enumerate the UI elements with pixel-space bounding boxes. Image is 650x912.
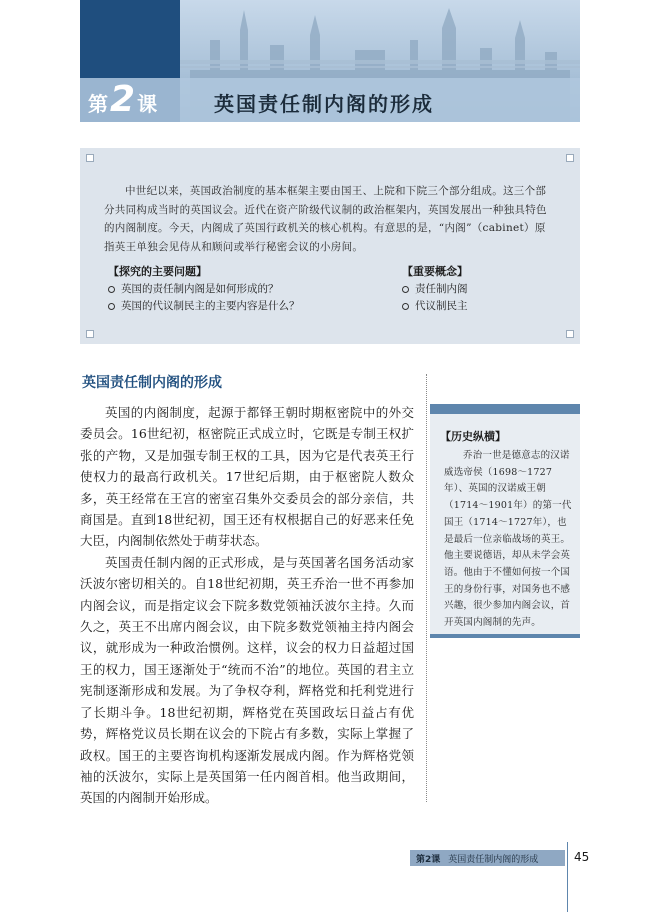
key-concepts xyxy=(402,263,552,315)
lesson-number xyxy=(88,80,157,120)
circle-bullet-icon xyxy=(108,303,115,310)
lesson-title: 英国责任制内阁的形成 xyxy=(214,92,434,116)
concept-text: 代议制民主 xyxy=(415,300,468,312)
page-number: 45 xyxy=(574,850,590,864)
intro-paragraph: 中世纪以来，英国政治制度的基本框架主要由国王、上院和下院三个部分组成。这三个部分共同构成当时的英国议会。近代在资产阶级代议制的政治框架内，英国发展出一种独具特色的内阁制度。今天，内阁成了英国行政机关的核心机构。有意思的是，“内阁”（cabinet）原指英王单独会见侍从和顾问或举行秘密会议的小房间。 xyxy=(104,185,547,253)
lesson-prefix: 第 xyxy=(88,92,108,116)
sidebar-heading: 【历史纵横】 xyxy=(440,430,506,443)
sidebar-bottom-bar xyxy=(430,634,580,638)
concept-item xyxy=(402,281,552,298)
sidebar-text: 乔治一世是德意志的汉诺威选帝侯（1698～1727年）、英国的汉诺威王朝（1714～1901年）的第一代国王（1714～1727年），也是最后一位亲临战场的英王。他主要说德语，却从未学会英语。他由于不懂如何按一个国王的身份行事，对国务也不感兴趣，很少参加内阁会议，首开英国内阁制的先声。 xyxy=(444,450,572,629)
circle-bullet-icon xyxy=(402,286,409,293)
concept-text: 责任制内阁 xyxy=(415,283,468,295)
footer-divider xyxy=(567,842,568,912)
corner-square-icon xyxy=(86,330,94,338)
column-divider xyxy=(426,374,427,802)
questions-heading: 【探究的主要问题】 xyxy=(108,265,207,278)
intro-box xyxy=(80,148,580,344)
corner-square-icon xyxy=(566,154,574,162)
question-text: 英国的代议制民主的主要内容是什么？ xyxy=(121,300,300,312)
lesson-suffix: 课 xyxy=(137,92,158,116)
section-heading: 英国责任制内阁的形成 xyxy=(82,375,222,391)
concepts-heading: 【重要概念】 xyxy=(402,265,468,278)
running-footer xyxy=(416,852,538,865)
question-item xyxy=(108,281,398,298)
footer-lesson-label: 第2课 xyxy=(416,855,441,865)
sidebar-top-bar xyxy=(430,404,580,414)
corner-square-icon xyxy=(86,154,94,162)
history-sidebar xyxy=(430,414,580,634)
lesson-digit: 2 xyxy=(110,79,136,120)
question-item xyxy=(108,298,398,315)
key-questions xyxy=(108,263,398,315)
circle-bullet-icon xyxy=(402,303,409,310)
circle-bullet-icon xyxy=(108,286,115,293)
body-paragraph: 英国的内阁制度，起源于都铎王朝时期枢密院中的外交委员会。16世纪初，枢密院正式成立时，它既是专制王权扩张的产物，又是加强专制王权的工具，因为它是代表英王行使权力的最高行政机关。17世纪后期，由于枢密院人数众多，英王经常在王宫的密室召集外交委员会的部分亲信，共商国是。直到18世纪初，国王还有权根据自己的好恶来任免大臣，内阁制依然处于萌芽状态。 xyxy=(80,405,414,549)
section-body xyxy=(80,402,414,809)
body-paragraph: 英国责任制内阁的正式形成，是与英国著名国务活动家沃波尔密切相关的。自18世纪初期，英王乔治一世不再参加内阁会议，而是指定议会下院多数党领袖沃波尔主持。久而久之，英王不出席内阁会议，由下院多数党领袖主持内阁会议，就形成为一种政治惯例。这样，议会的权力日益超过国王的权力，国王逐渐处于“统而不治”的地位。英国的君主立宪制逐渐形成和发展。为了争权夺利，辉格党和托利党进行了长期斗争。18世纪初期，辉格党在英国政坛日益占有优势，辉格党议员长期在议会的下院占有多数，实际上掌握了政权。国王的主要咨询机构逐渐发展成内阁。作为辉格党领袖的沃波尔，实际上是英国第一任内阁首相。他当政期间，英国的内阁制开始形成。 xyxy=(80,554,414,806)
lesson-banner xyxy=(80,0,580,122)
question-text: 英国的责任制内阁是如何形成的？ xyxy=(121,283,279,295)
footer-lesson-title: 英国责任制内阁的形成 xyxy=(448,855,539,865)
concept-item xyxy=(402,298,552,315)
corner-square-icon xyxy=(566,330,574,338)
